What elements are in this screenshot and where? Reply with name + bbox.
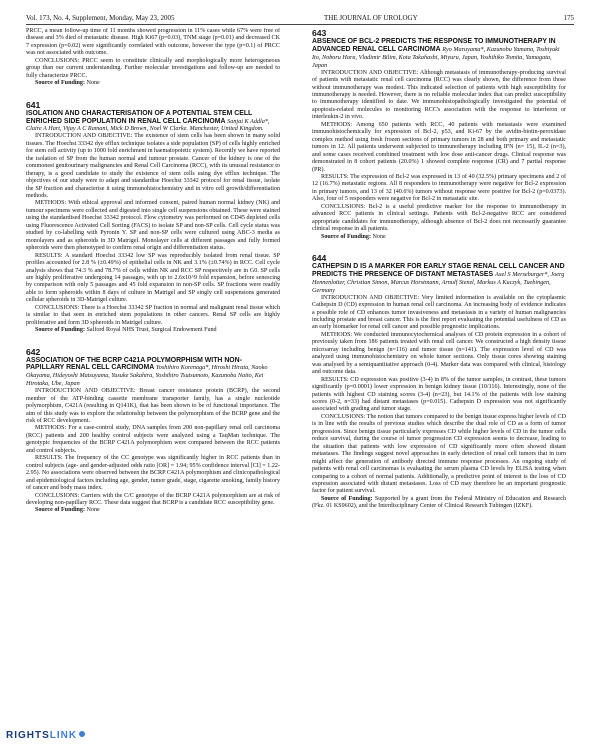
abstract-paragraph: RESULTS: CD expression was positive (3-4) in 8% of the tumor samples, in contrast, these tumors significantly (p=0.0001) lower expression in benign kidney tissue (10/116). Interestingly, none of the patients with highest CD staining scores (3-4) (n=23), but 14.1% of the patients with low staining scores (0-2, n=33) had distant metastases (p=0.015). Cathepsin D expression was not significantly associated with grading and tumor stage. xyxy=(312,376,566,413)
abstract-paragraph: METHODS: Among 650 patients with RCC, 40 patients with metastasis were examined immunohistochemically for expression of Bcl-2, p53, and Ki-67 by the avidin-biotin-peroxidase complex method using fresh frozen sections of primary tumors in 28 and both primary and metastatic tumors in 12. All patients underwent subjected to immunotherapy including IFN (n= 15), IL-2 (n=3), and some cases received combined treatment with low dose anti-cancer drugs. Clinical response was demonstrated in 8 cohort patients (20.0%) 1 showed complete response (CR) and 7 partial response (PR). xyxy=(312,121,566,173)
page-footer xyxy=(0,722,600,748)
abstract-title-text: ABSENCE OF BCL-2 PREDICTS THE RESPONSE TO IMMUNOTHERAPY IN ADVANCED RENAL CELL CARCINOMA xyxy=(312,38,556,53)
abstract-642 xyxy=(26,347,280,515)
left-column xyxy=(26,28,280,718)
abstract-paragraph: RESULTS: The expression of Bcl-2 was expressed in 13 of 40 (32.5%) primary specimens and 2 of 12 (16.7%) metastatic regions. All 8 responders to immunotherapy were negative for Bcl-2 expression in primary tumors, and 13 of 32 (40.6%) tumors without response were positive for Bcl-2 (p=0.0373). Also, four of 5 responders were negative for Bcl-2 in metastatic site. xyxy=(312,173,566,203)
abstract-paragraph: INTRODUCTION AND OBJECTIVE: Very limited information is available on the cytoplasmic Cathepsin D (CD) expression in human renal cell carcinoma. An increasing body of evidence indicates a possible role of CD enhances tumor invasiveness and metastasis in a variety of human malignancies including prostate and breast cancer. This is the first report evaluating the potential usefulness of CD as an early biomarker for renal cell cancer and possible prognostic implications. xyxy=(312,294,566,331)
logo-text-rights: RIGHTS xyxy=(6,730,50,741)
abstract-641 xyxy=(26,100,280,335)
abstract-paragraph: METHODS: With ethical approval and informed consent, paired human normal kidney (NK) and tumour specimens were collected and digested into single cell suspensions obtained. These were stained using the standardised Hoechst 33342 protocol. Flow cytometry was performed on CD45 depleted cells using Fluorescence Activated Cell Sorting (FACS) to isolate SP and non-SP cells. Cell cycle status was studied by co-labelling with Pyronin Y. SP and non-SP cells were cultured using ABC-3 media as monolayers and as spheroids in 3D Matrigel. Monolayer cells at different passages and fully formed spheroids were then phenotyped to confirm renal origin and differentiation status. xyxy=(26,200,280,252)
abstract-title xyxy=(26,357,280,389)
rightslink-logo[interactable] xyxy=(6,730,85,741)
abstract-number: 643 xyxy=(312,28,327,38)
sof-value: None xyxy=(86,80,100,87)
source-of-funding xyxy=(26,327,280,334)
abstract-paragraph: RESULTS: A standard Hoechst 33342 low SP was reproducibly isolated from renal tissue. SP profiles accounted for 2.8 % (±0.49%) of epithelial cells in NK and 3.1% (±0.74%) in RCC. Cell cycle analysis shows that 74.3 % and 78.7% of cells within NK and RCC SP respectively are in G0. SP cells are highly proliferative undergoing 14 passages, with up to 2.6x10^9 fold expansion, before senescing by comparison with only 5 passages and 45 fold expansion in non-SP cells. SP fractions were readily able to form spheroids within 8 days of culture in Matrigel and SP singly cell suspensions generated cellular spheroids in 3D-Matrigel culture. xyxy=(26,252,280,304)
sof-value: Salford Royal NHS Trust, Surgical Endowment Fund xyxy=(86,327,217,334)
sof-label: Source of Funding: xyxy=(35,80,85,87)
right-column xyxy=(312,28,566,718)
abstract-title xyxy=(312,38,566,70)
sof-label: Source of Funding: xyxy=(321,495,373,502)
abstract-title-text: ISOLATION AND CHARACTERISATION OF A POTENTIAL STEM CELL ENRICHED SIDE POPULATION IN RENAL CELL CARCINOMA xyxy=(26,109,253,125)
page-number: 175 xyxy=(563,14,574,22)
abstract-authors: Yoshihiro Korenaga*, Hiroshi Hirata, Naoko Okayama, Hideyoshi Matsuyama, Yusuke Sakahira, Yoshihiro Tsutsumoto, Kazunobu Naito, Kei Hirotaka, Ube, Japan xyxy=(26,364,268,388)
abstract-paragraph: CONCLUSIONS: Bcl-2 is a useful predictive marker for the response to immunotherapy in advanced RCC patients in clinical settings. Patients with Bcl-2-negative RCC are considered appropriate candidates for immunotherapy, although absence of Bcl-2 does not necessarily guarantee clinical response in all patients. xyxy=(312,203,566,233)
abstract-title xyxy=(312,263,566,295)
continued-conclusions: CONCLUSIONS: PRCC seem to constitute clinically and morphologically more heterogeneous group than our current understanding. Further molecular investigations and follow-up are needed to fully characterize PRCC. xyxy=(26,57,280,79)
abstract-title xyxy=(26,110,280,134)
sof-value: Supported by a grant from the Federal Ministry of Education and Research (Fkz. 01 KS9602), and the Interdisciplinary Center of Clinical Research Tubingen (IZKF). xyxy=(312,495,566,510)
abstract-paragraph: METHODS: For a case-control study, DNA samples from 200 non-papillary renal cell carcinoma (RCC) patients and 200 healthy control subjects were analyzed using a TaqMan technique. The genotypic frequencies of the BCRP C421A polymorphism were compared between the RCC patients and control subjects. xyxy=(26,425,280,454)
source-of-funding xyxy=(312,496,566,511)
abstract-number: 644 xyxy=(312,253,327,264)
abstract-authors: Ryo Maruyama*, Kazunobu Yamana, Toshiyuki Ito, Noboru Hara, Vladimir Bilim, Kota Takahashi, Miyuru, Japan, Yoshihiko Tomita, Yamagata, Japan xyxy=(312,45,560,69)
abstract-number: 642 xyxy=(26,346,41,357)
continued-paragraph: PRCC, a mean follow-up time of 11 months showed progression in 11% cases while 67% were free of disease and 3% died of metastatic disease. High Ki67 (p=0.03), TNM stage (p=0.01) and decreased CK 7 expression (p=0.02) were significantly correlated with outcome, however the type (p=0.1) of PRCC was not associated with outcome. xyxy=(26,28,280,57)
abstract-644 xyxy=(312,253,566,511)
abstract-paragraph: INTRODUCTION AND OBJECTIVE: The existence of stem cells has been shown in many solid tissues. The Hoechst 33342 dye efflux technique isolates a side population (SP) of cells highly enriched for stem cell activity (up to 1000 fold enrichment in haematopoietic system). Recently we have reported the isolation of SP from the human normal and tumour prostate. Cancer of the kidney is one of the commonest genitourinary malignancies and Renal Cell Carcinoma (RCC), with its unusual resistance to therapy, is a good candidate to study the existence of stem cells using dye efflux technique. The objectives of our study were to adapt and standardise Hoechst 33342 protocol for renal tissue, isolate the SP fraction and characterise it using immunohistochemistry and in vitro cell growth/differentiation methods. xyxy=(26,133,280,199)
source-of-funding xyxy=(26,507,280,514)
abstract-title-text: ASSOCIATION OF THE BCRP C421A POLYMORPHISM WITH NON-PAPILLARY RENAL CELL CARCINOMA xyxy=(26,356,242,372)
abstract-number: 641 xyxy=(26,99,41,110)
abstract-paragraph: CONCLUSIONS: Carriers with the C/C genotype of the BCRP C421A polymorphism are at risk of developing non-papillary RCC. These data suggest that BCRP is a candidate RCC susceptibility gene. xyxy=(26,492,280,506)
abstract-authors: Axel S Merseburger*, Joerg Hennenlotter, Christian Simon, Marcus Horstmann, Arnulf Stenzl, Markus A Kuczyk, Tuebingen, Germany xyxy=(312,270,565,294)
abstract-643 xyxy=(312,28,566,241)
journal-name: THE JOURNAL OF UROLOGY xyxy=(324,14,418,22)
issue-info: Vol. 173, No. 4, Supplement, Monday, May 23, 2005 xyxy=(26,14,175,22)
sof-value: None xyxy=(372,233,386,240)
running-header xyxy=(26,12,574,25)
source-of-funding xyxy=(26,80,280,87)
abstract-paragraph: INTRODUCTION AND OBJECTIVE: Breast cancer resistance protein (BCRP), the second member of the ATP-binding cassette membrane transporter family, has a single nucleotide polymorphism, C421A (resulting in Q141K), that has been shown to be of functional importance. The aim of this study was to explore the relationship between the polymorphism of the BCRP gene and the risk of RCC development. xyxy=(26,388,280,425)
abstract-paragraph: RESULTS: The frequency of the CC genotype was significantly higher in RCC patients than in control subjects (age- and gender-adjusted odds ratio [OR] = 1.94; 95% confidence interval [CI] = 1.22-2.95). No associations were observed between the BCRP C421A polymorphism and clinicopathological and epidemiological factors including age, gender, tumor grade, stage, cigarette smoking, family history of cancer and body mass index. xyxy=(26,455,280,492)
abstract-paragraph: CONCLUSIONS: The notion that tumors compared to the benign tissue express higher levels of CD is in line with the results of previous studies which describe the dual role of CD as a form of tumor progression. Since benign tissue particularly expresses CD while higher levels of CD in the tumor cells reduce survival, during the course of tumor progression CD expression seems to decrease, leading to the situation that patients with low expression of CD significantly more often showed distant metastases. The findings suggest novel approaches in early detection of renal cell tumors that in turn might affect the generation of antibody directed immune response processes. An ongoing study of patients with renal cell carcinomas is evaluating the serum plasma CD levels by ELISA testing when comparing to a cohort of normal patients. Additionally, a predictive point of interest is the loss of CD expression associated with distant metastases. Loss of CD may therefore be an important prognostic factor for patient survival. xyxy=(312,413,566,495)
sof-label: Source of Funding: xyxy=(35,507,85,514)
abstract-authors: Sanjai K Addla*, Claire A Hart, Vijay A C Ramani, Mick D Brown, Noel W Clarke. Manchester, United Kingdom. xyxy=(26,117,270,133)
source-of-funding xyxy=(312,234,566,241)
abstract-paragraph: METHODS: We conducted immunocytochemical analyses of CD protein expression in a cohort of previously taken from 186 patients treated with renal cell cancer. We constructed a high density tissue microarray including benign (n=116) and tumor tissue (n=141). The expression level of CD was analyzed using immunohistochemistry on whole tumor sections. Only tissue cores showing staining was analysed by a semiquantitative approach (0-4). Marker data was compared with clinical, histology and outcome data. xyxy=(312,331,566,376)
sof-label: Source of Funding: xyxy=(321,233,371,240)
sof-value: None xyxy=(86,507,100,514)
abstract-title-text: CATHEPSIN D IS A MARKER FOR EARLY STAGE RENAL CELL CANCER AND PREDICTS THE PRESENCE OF DISTANT METASTASES xyxy=(312,263,565,278)
logo-text-link: LINK xyxy=(49,730,78,741)
logo-dot-icon xyxy=(79,731,85,737)
abstract-paragraph: CONCLUSIONS: There is a Hoechst 33342 SP fraction in normal and malignant renal tissue which is similar to that seen in enriched stem populations in other cancers. Renal SP cells are highly proliferative and form 3D spheroids in Matrigel culture. xyxy=(26,304,280,326)
abstract-paragraph: INTRODUCTION AND OBJECTIVE: Although metastasis of immunotherapy-producing survival of patients with metastatic renal cell carcinoma (RCC) was clearly shown, the difference from those without immunotherapy was modest. This indicated selection of patients with high susceptibility for immunotherapy is needed. However, there is no reliable molecular index that can predict susceptibility to immunotherapy identified to date. We immunohistopathologically investigated the potential of apoptosis-related molecules to monitoring RCC's association with the response to interferon or interleukin-2 in vivo. xyxy=(312,69,566,121)
sof-label: Source of Funding: xyxy=(35,327,85,334)
